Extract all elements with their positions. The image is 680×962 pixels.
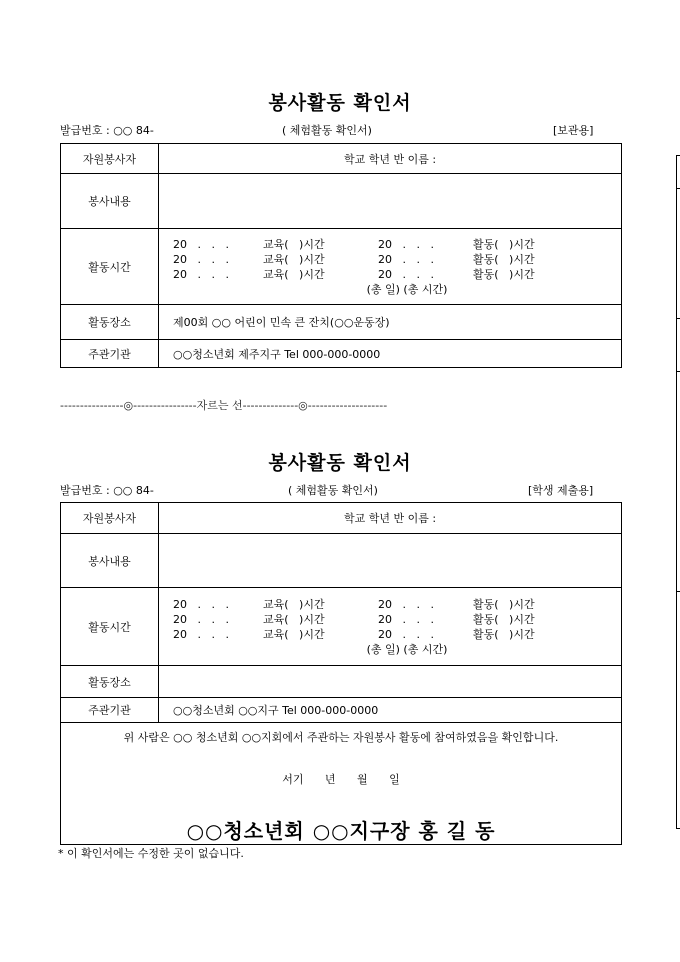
place-value-1[interactable]: 제00회 ○○ 어린이 민속 큰 잔치(○○운동장) [159,305,622,340]
content-label-2: 봉사내용 [61,534,159,588]
copy-label-1: [보관용] [553,124,594,137]
certificate-title-2: 봉사활동 확인서 [268,452,412,474]
volunteer-label-2: 자원봉사자 [61,503,159,534]
org-value-1[interactable]: ○○청소년회 제주지구 Tel 000-000-0000 [159,340,622,368]
volunteer-value-1[interactable]: 학교 학년 반 이름 : [159,144,622,174]
subtitle-1: ( 체험활동 확인서) [282,124,372,137]
hours-totals: (총 일) (총 시간) [366,282,448,296]
subtitle-2: ( 체험활동 확인서) [288,484,378,497]
volunteer-value-2[interactable]: 학교 학년 반 이름 : [159,503,622,534]
volunteer-label-1: 자원봉사자 [61,144,159,174]
sign-date: 서기 년 월 일 [282,773,400,786]
hours-value-2[interactable] [159,588,622,666]
hours-line: 20 . . . 교육( )시간 20 . . . 활동( )시간 [173,267,535,281]
place-value-2[interactable] [159,666,622,698]
confirmation-cell [61,723,622,845]
place-label-2: 활동장소 [61,666,159,698]
hours-value-1[interactable] [159,229,622,305]
hours-line: 20 . . . 교육( )시간 20 . . . 활동( )시간 [173,252,535,266]
certificate-title-1: 봉사활동 확인서 [268,92,412,114]
hours-line: 20 . . . 교육( )시간 20 . . . 활동( )시간 [173,597,535,611]
content-label-1: 봉사내용 [61,174,159,229]
hours-label-2: 활동시간 [61,588,159,666]
footnote: * 이 확인서에는 수정한 곳이 없습니다. [58,847,244,860]
hours-line: 20 . . . 교육( )시간 20 . . . 활동( )시간 [173,237,535,251]
form-table-1 [60,143,622,368]
hours-line: 20 . . . 교육( )시간 20 . . . 활동( )시간 [173,627,535,641]
content-value-2[interactable] [159,534,622,588]
issue-number-2: 발급번호 : ○○ 84- [60,484,154,497]
form-table-2 [60,502,622,845]
issue-number-1: 발급번호 : ○○ 84- [60,124,154,137]
confirmation-text: 위 사람은 ○○ 청소년회 ○○지회에서 주관하는 자원봉사 활동에 참여하였음을 확인합니다. [123,731,559,744]
hours-totals: (총 일) (총 시간) [366,642,448,656]
adjacent-form-edge [676,155,680,829]
signature: ○○청소년회 ○○지구장 홍 길 동 [186,819,496,843]
org-value-2[interactable]: ○○청소년회 ○○지구 Tel 000-000-0000 [159,698,622,723]
copy-label-2: [학생 제출용] [528,484,594,497]
org-label-1: 주관기관 [61,340,159,368]
cut-line: ----------------◎----------------자르는 선--------------◎-------------------- [60,399,388,412]
content-value-1[interactable] [159,174,622,229]
place-label-1: 활동장소 [61,305,159,340]
hours-label-1: 활동시간 [61,229,159,305]
org-label-2: 주관기관 [61,698,159,723]
hours-line: 20 . . . 교육( )시간 20 . . . 활동( )시간 [173,612,535,626]
